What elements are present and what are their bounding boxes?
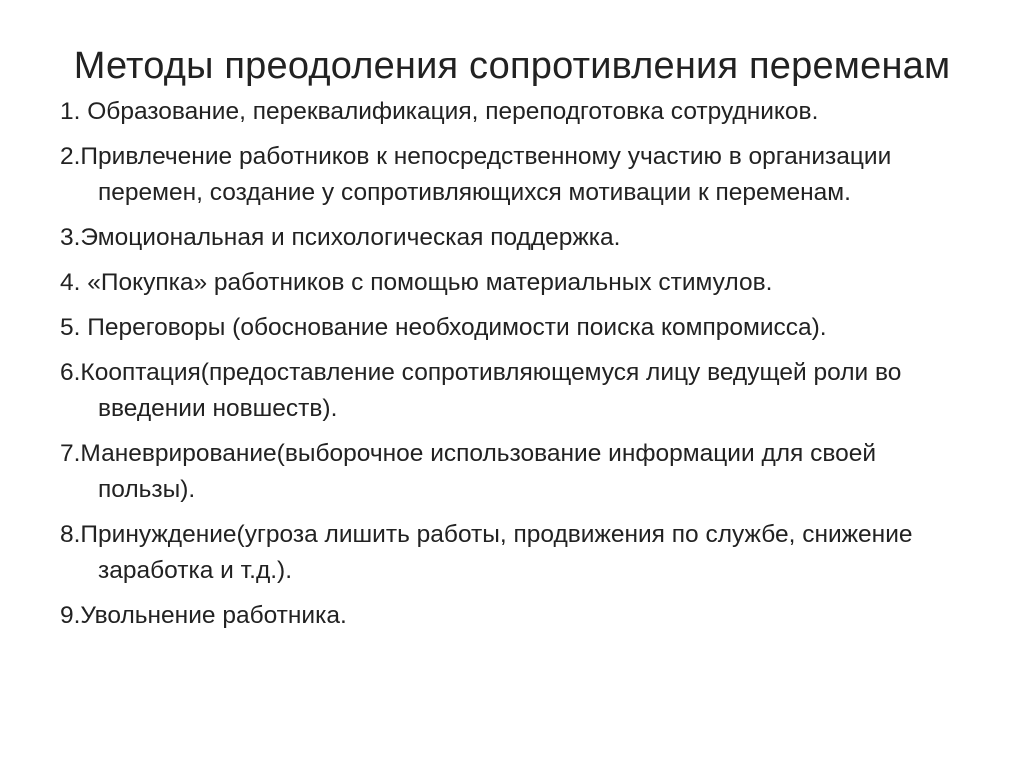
list-item-6: 6.Кооптация(предоставление сопротивляющемуся лицу ведущей роли во введении новшеств). xyxy=(60,359,902,422)
list-item-1: 1. Образование, переквалификация, переподготовка сотрудников. xyxy=(60,98,819,125)
list-item-3: 3.Эмоциональная и психологическая поддержка. xyxy=(60,224,621,251)
list-item-2: 2.Привлечение работников к непосредственному участию в организации перемен, создание у сопротивляющихся мотивации к переменам. xyxy=(60,143,892,206)
slide-title: Методы преодоления сопротивления переменам xyxy=(73,45,951,87)
list-item-8: 8.Принуждение(угроза лишить работы, продвижения по службе, снижение заработка и т.д.). xyxy=(60,521,913,584)
list-item-9: 9.Увольнение работника. xyxy=(60,602,347,629)
methods-list xyxy=(60,94,960,643)
list-item-5: 5. Переговоры (обоснование необходимости поиска компромисса). xyxy=(60,314,827,341)
list-item-4: 4. «Покупка» работников с помощью материальных стимулов. xyxy=(60,269,773,296)
list-item-7: 7.Маневрирование(выборочное использование информации для своей пользы). xyxy=(60,440,877,503)
